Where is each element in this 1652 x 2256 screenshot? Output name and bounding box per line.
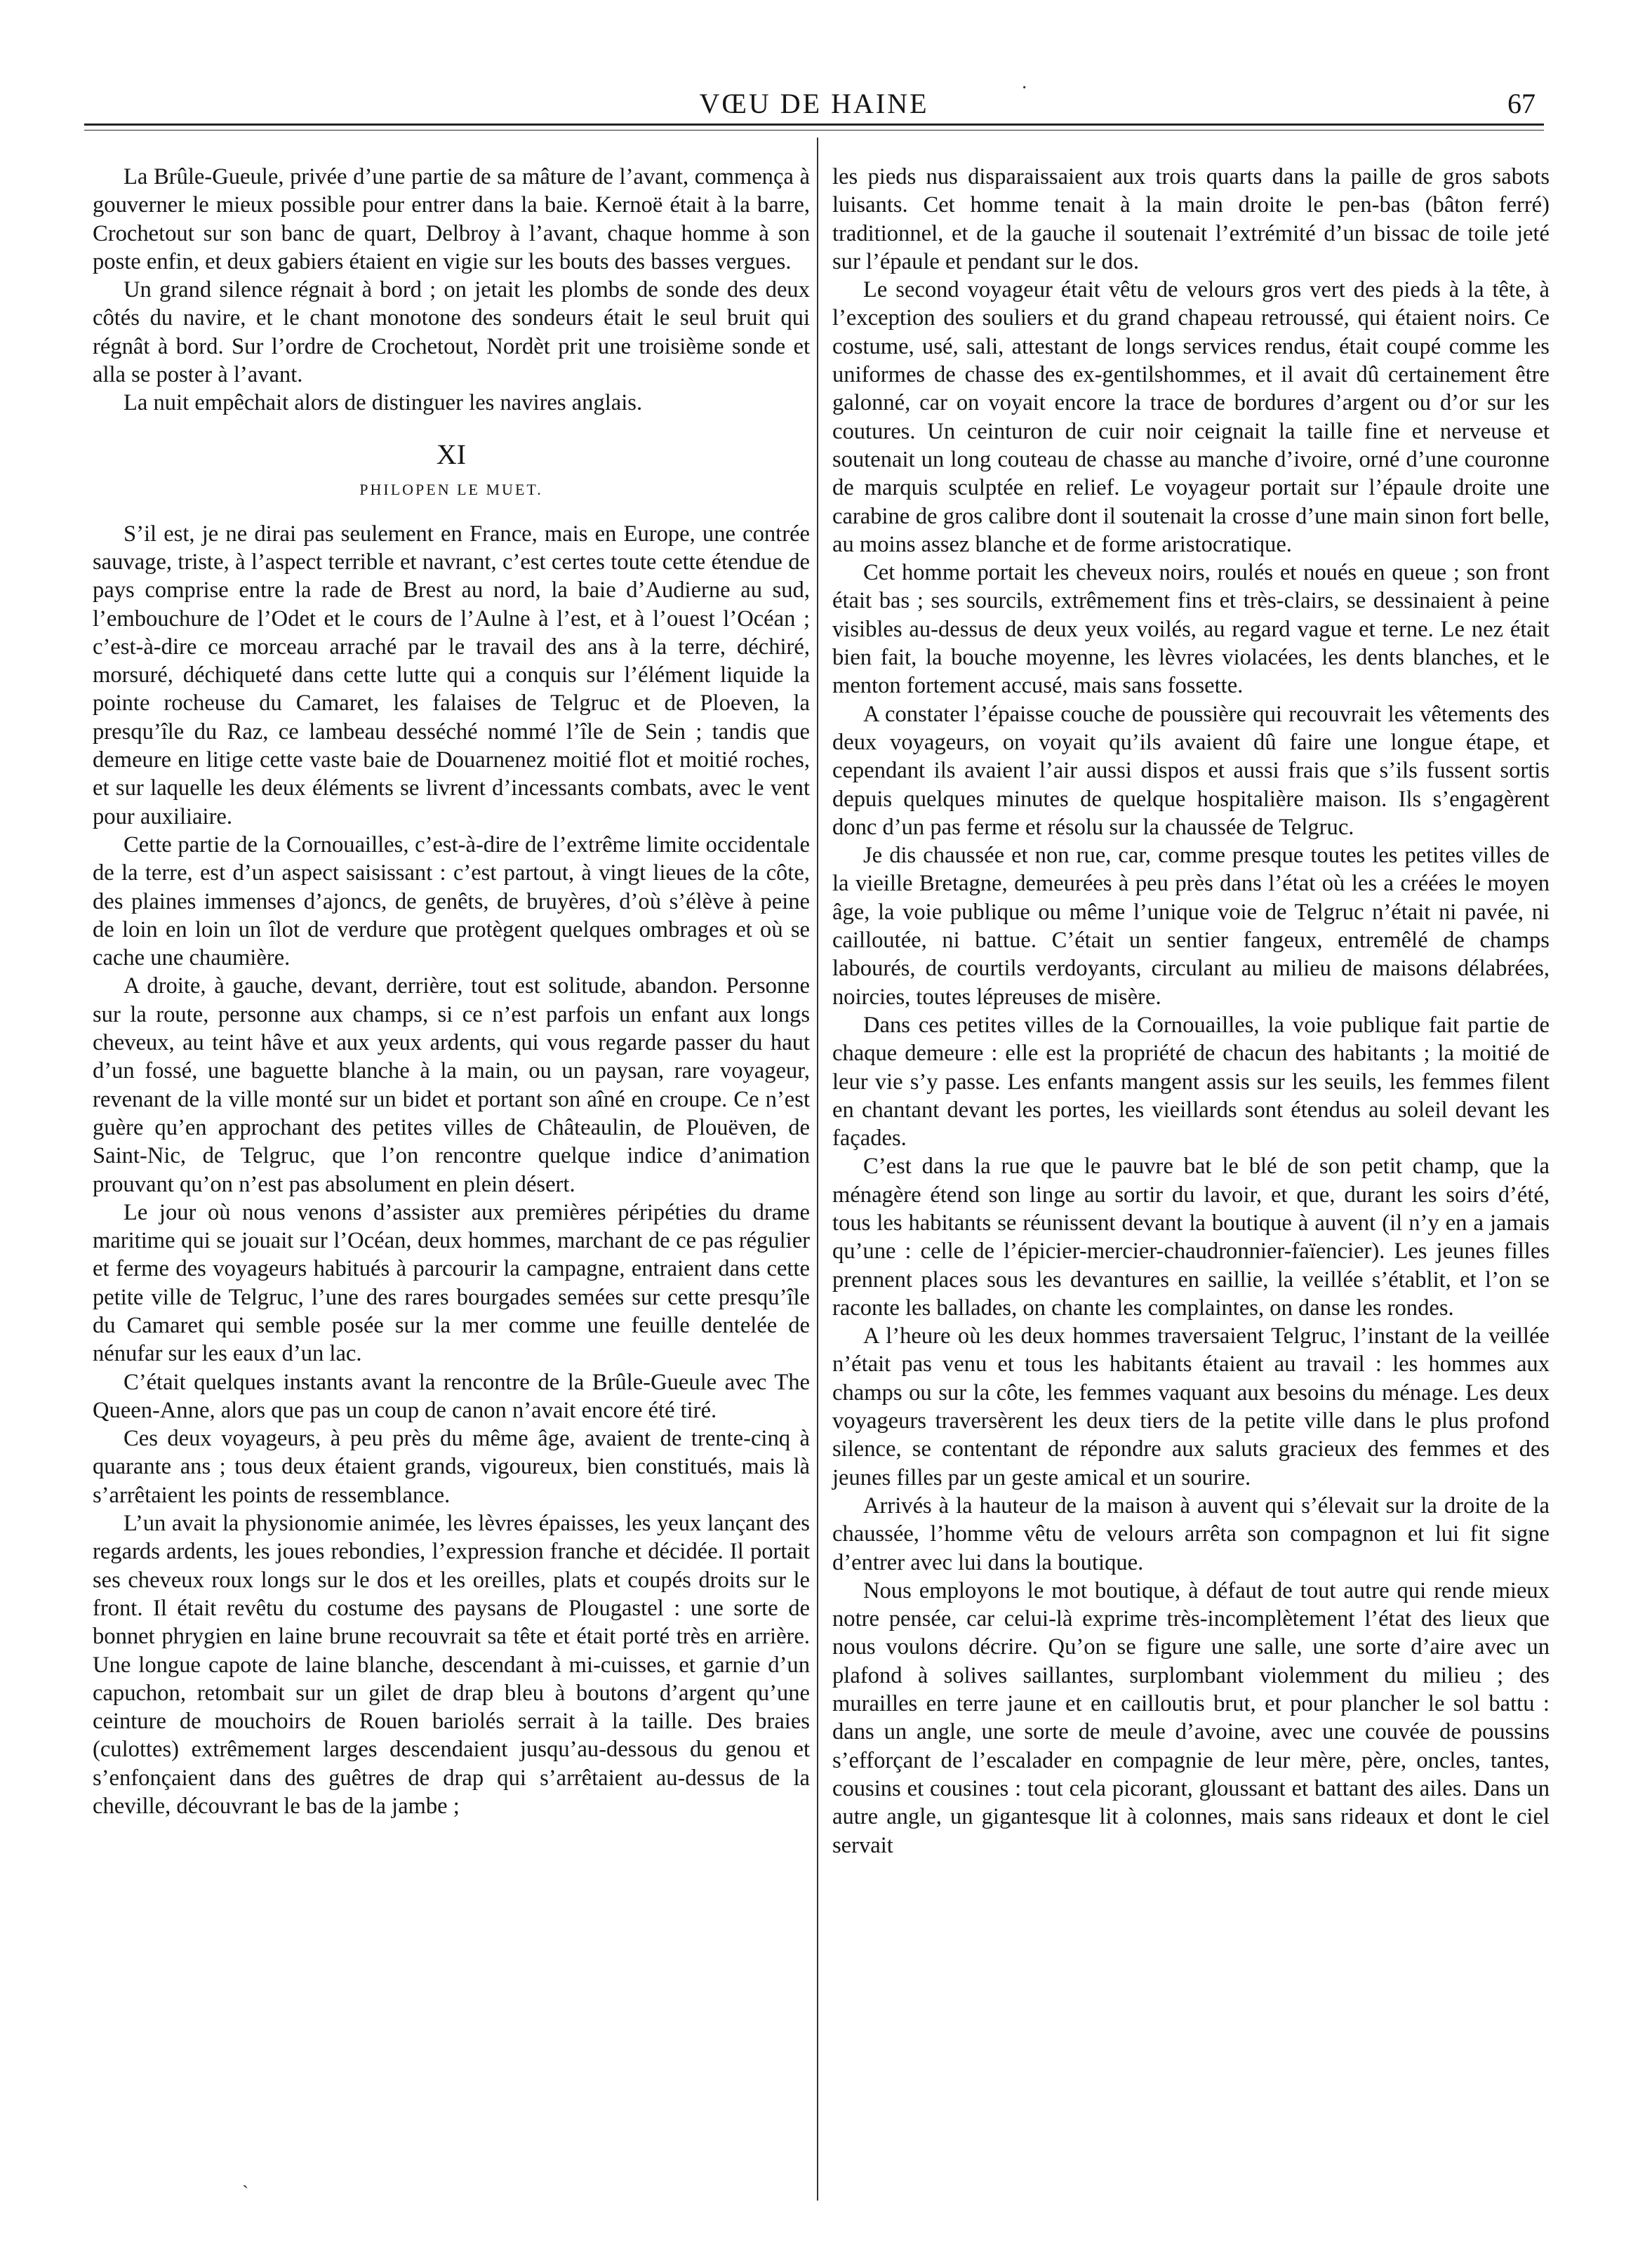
paragraph: La nuit empêchait alors de distinguer les navires anglais. bbox=[124, 390, 643, 416]
running-title: VŒU DE HAINE bbox=[699, 88, 929, 119]
right-column bbox=[832, 163, 1550, 1860]
scan-speck: · bbox=[1021, 77, 1028, 99]
paragraph: C’est dans la rue que le pauvre bat le blé de son petit champ, que la ménagère étend son linge au sortir du lavoir, et que, durant les soirs d’été, tous les habitants se réunissent devant la boutique à auvent (il n’y en a jamais qu’une : celle de l’épicier-mercier-chaudronnier-faïencier). Les jeunes filles prennent places sous les devantures en saillie, la veillée s’établit, et l’on se raconte les ballades, on chante les complaintes, on danse les rondes. bbox=[832, 1154, 1550, 1321]
header-rule bbox=[84, 124, 1544, 131]
paragraph: Cet homme portait les cheveux noirs, roulés et noués en queue ; son front était bas ; ses sourcils, extrêmement fins et très-clairs, se dessinaient à peine visibles au-dessus de deux yeux voilés, au regard vague et terne. Le nez était bien fait, la bouche moyenne, les lèvres violacées, les dents blanches, et le menton fortement accusé, mais sans fossette. bbox=[832, 560, 1550, 699]
scan-speck: ` bbox=[242, 2182, 249, 2204]
paragraph: Cette partie de la Cornouailles, c’est-à-dire de l’extrême limite occidentale de la terre, est d’un aspect saisissant : c’est partout, à vingt lieues de la côte, des plaines immenses d’ajoncs, de genêts, de bruyères, d’où s’élève à peine de loin en loin un îlot de verdure que protègent quelques ombrages et où se cache une chaumière. bbox=[93, 832, 810, 971]
paragraph: Dans ces petites villes de la Cornouailles, la voie publique fait partie de chaque demeure : elle est la propriété de chacun des habitants ; la moitié de leur vie s’y passe. Les enfants mangent assis sur les seuils, les femmes filent en chantant devant les portes, les vieillards sont étendus au soleil devant les façades. bbox=[832, 1012, 1550, 1152]
paragraph: A droite, à gauche, devant, derrière, tout est solitude, abandon. Personne sur la route, personne aux champs, si ce n’est parfois un enfant aux longs cheveux, au teint hâve et aux yeux ardents, qui vous regarde passer du haut d’un fossé, une baguette blanche à la main, ou un paysan, rare voyageur, revenant de la ville monté sur un bidet et portant son aîné en croupe. Ce n’est guère qu’en approchant des petites villes de Châteaulin, de Plouëven, de Saint-Nic, de Telgruc, que l’on rencontre quelque indice d’animation prouvant qu’on n’est pas absolument en plein désert. bbox=[93, 973, 810, 1197]
paragraph-continuation: les pieds nus disparaissaient aux trois quarts dans la paille de gros sabots luisants. Cet homme tenait à la main droite le pen-bas (bâton ferré) traditionnel, et de la gauche il soutenait l’extrémité d’un bissac de toile jeté sur l’épaule et pendant sur le dos. bbox=[832, 164, 1550, 274]
paragraph: Un grand silence régnait à bord ; on jetait les plombs de sonde des deux côtés du navire, et le chant monotone des sondeurs était le seul bruit qui régnât à bord. Sur l’ordre de Crochetout, Nordèt prit une troisième sonde et alla se poster à l’avant. bbox=[93, 277, 810, 388]
paragraph: Le jour où nous venons d’assister aux premières péripéties du drame maritime qui se jouait sur l’Océan, deux hommes, marchant de ce pas régulier et ferme des voyageurs habitués à parcourir la campagne, entraient dans cette petite ville de Telgruc, l’une des rares bourgades semées sur cette presqu’île du Camaret qui semble posée sur la mer comme une feuille dentelée de nénufar sur les eaux d’un lac. bbox=[93, 1199, 810, 1367]
paragraph: Arrivés à la hauteur de la maison à auvent qui s’élevait sur la droite de la chaussée, l’homme vêtu de velours arrêta son compagnon et lui fit signe d’entrer avec lui dans la boutique. bbox=[832, 1493, 1550, 1575]
paragraph: L’un avait la physionomie animée, les lèvres épaisses, les yeux lançant des regards ardents, les joues rebondies, l’expression franche et décidée. Il portait ses cheveux roux longs sur le dos et les oreilles, plats et coupés droits sur le front. Il était revêtu du costume des paysans de Plougastel : une sorte de bonnet phrygien en laine brune recouvrait sa tête et était porté très en arrière. Une longue capote de laine blanche, descendant à mi-cuisses, et garnie d’un capuchon, retombait sur un gilet de drap bleu à boutons d’argent qu’une ceinture de mouchoirs de Rouen bariolés serrait à la taille. Des braies (culottes) extrêmement larges descendaient jusqu’au-dessous du genou et s’enfonçaient dans des guêtres de drap qui s’arrêtaient au-dessus de la cheville, découvrant le bas de la jambe ; bbox=[93, 1511, 810, 1820]
paragraph: C’était quelques instants avant la rencontre de la Brûle-Gueule avec The Queen-Anne, alors que pas un coup de canon n’avait encore été tiré. bbox=[93, 1369, 810, 1423]
chapter-subtitle: PHILOPEN LE MUET. bbox=[359, 480, 543, 498]
paragraph: Ces deux voyageurs, à peu près du même âge, avaient de trente-cinq à quarante ans ; tous deux étaient grands, vigoureux, bien constitués, mais là s’arrêtaient les points de ressemblance. bbox=[93, 1426, 810, 1508]
page-number: 67 bbox=[1507, 88, 1536, 119]
paragraph: Nous employons le mot boutique, à défaut de tout autre qui rende mieux notre pensée, car celui-là exprime très-incomplètement l’état des lieux que nous voulons décrire. Qu’on se figure une salle, une sorte d’aire avec un plafond à solives saillantes, surplombant violemment du milieu ; des murailles en terre jaune et en cailloutis brut, et pour plancher le sol battu : dans un angle, une sorte de meule d’avoine, avec une couvée de poussins s’efforçant de l’escalader en compagnie de leur mère, père, oncles, tantes, cousins et cousines : tout cela picorant, gloussant et battant des ailes. Dans un autre angle, un gigantesque lit à colonnes, mais sans rideaux et dont le ciel servait bbox=[832, 1577, 1550, 1858]
column-divider bbox=[817, 138, 818, 2201]
paragraph: La Brûle-Gueule, privée d’une partie de sa mâture de l’avant, commença à gouverner le mieux possible pour entrer dans la baie. Kernoë était à la barre, Crochetout sur son banc de quart, Delbroy à l’avant, chaque homme à son poste enfin, et deux gabiers étaient en vigie sur les bouts des basses vergues. bbox=[93, 164, 810, 274]
paragraph: S’il est, je ne dirai pas seulement en France, mais en Europe, une contrée sauvage, triste, à l’aspect terrible et navrant, c’est certes toute cette étendue de pays comprise entre la rade de Brest au nord, la baie d’Audierne au sud, l’embouchure de l’Odet et le cours de l’Aulne à l’est, et à l’ouest l’Océan ; c’est-à-dire ce morceau arraché par le travail des ans à la terre, déchiré, morsuré, déchiqueté dans cette lutte qui a conquis sur l’élément liquide la pointe rocheuse du Camaret, les falaises de Telgruc et de Ploeven, la presqu’île du Raz, ce lambeau desséché nommé l’île de Sein ; tandis que demeure en litige cette vaste baie de Douarnenez moitié flot et moitié roches, et sur laquelle les deux éléments se livrent d’incessants combats, avec le vent pour auxiliaire. bbox=[93, 521, 810, 829]
chapter-heading: XI bbox=[436, 438, 467, 470]
paragraph: Je dis chaussée et non rue, car, comme presque toutes les petites villes de la vieille Bretagne, demeurées à peu près dans l’état où les a créées le moyen âge, la voie publique ou même l’unique voie de Telgruc n’était ni pavée, ni cailloutée, ni battue. C’était un sentier fangeux, entremêlé de champs labourés, de courtils verdoyants, circulant au milieu de maisons délabrées, noircies, toutes lépreuses de misère. bbox=[832, 843, 1550, 1010]
left-column bbox=[93, 163, 810, 1820]
paragraph: A l’heure où les deux hommes traversaient Telgruc, l’instant de la veillée n’était pas venu et tous les habitants étaient au travail : les hommes aux champs ou sur la côte, les femmes vaquant aux besoins du ménage. Les deux voyageurs traversèrent les deux tiers de la petite ville dans le plus profond silence, se contentant de répondre aux saluts gracieux des femmes et des jeunes filles par un geste amical et un sourire. bbox=[832, 1323, 1550, 1490]
running-head bbox=[84, 83, 1544, 125]
paragraph: Le second voyageur était vêtu de velours gros vert des pieds à la tête, à l’exception des souliers et du grand chapeau retroussé, qui étaient noirs. Ce costume, usé, sali, attestant de longs services rendus, était coupé comme les uniformes de chasse des ex-gentilshommes, et il avait dû certainement être galonné, car on voyait encore la trace de bordures d’argent ou d’or sur les coutures. Un ceinturon de cuir noir ceignait la taille fine et nerveuse et soutenait un long couteau de chasse au manche d’ivoire, orné d’une couronne de marquis sculptée en relief. Le voyageur portait sur l’épaule droite une carabine de gros calibre dont il soutenait la crosse d’une main sinon fort belle, au moins assez blanche et de forme aristocratique. bbox=[832, 277, 1550, 557]
paragraph: A constater l’épaisse couche de poussière qui recouvrait les vêtements des deux voyageurs, on voyait qu’ils avaient dû faire une longue étape, et cependant ils avaient l’air aussi dispos et aussi frais que s’ils fussent sortis depuis quelques minutes de quelque hospitalière maison. Ils s’engagèrent donc d’un pas ferme et résolu sur la chaussée de Telgruc. bbox=[832, 701, 1550, 840]
